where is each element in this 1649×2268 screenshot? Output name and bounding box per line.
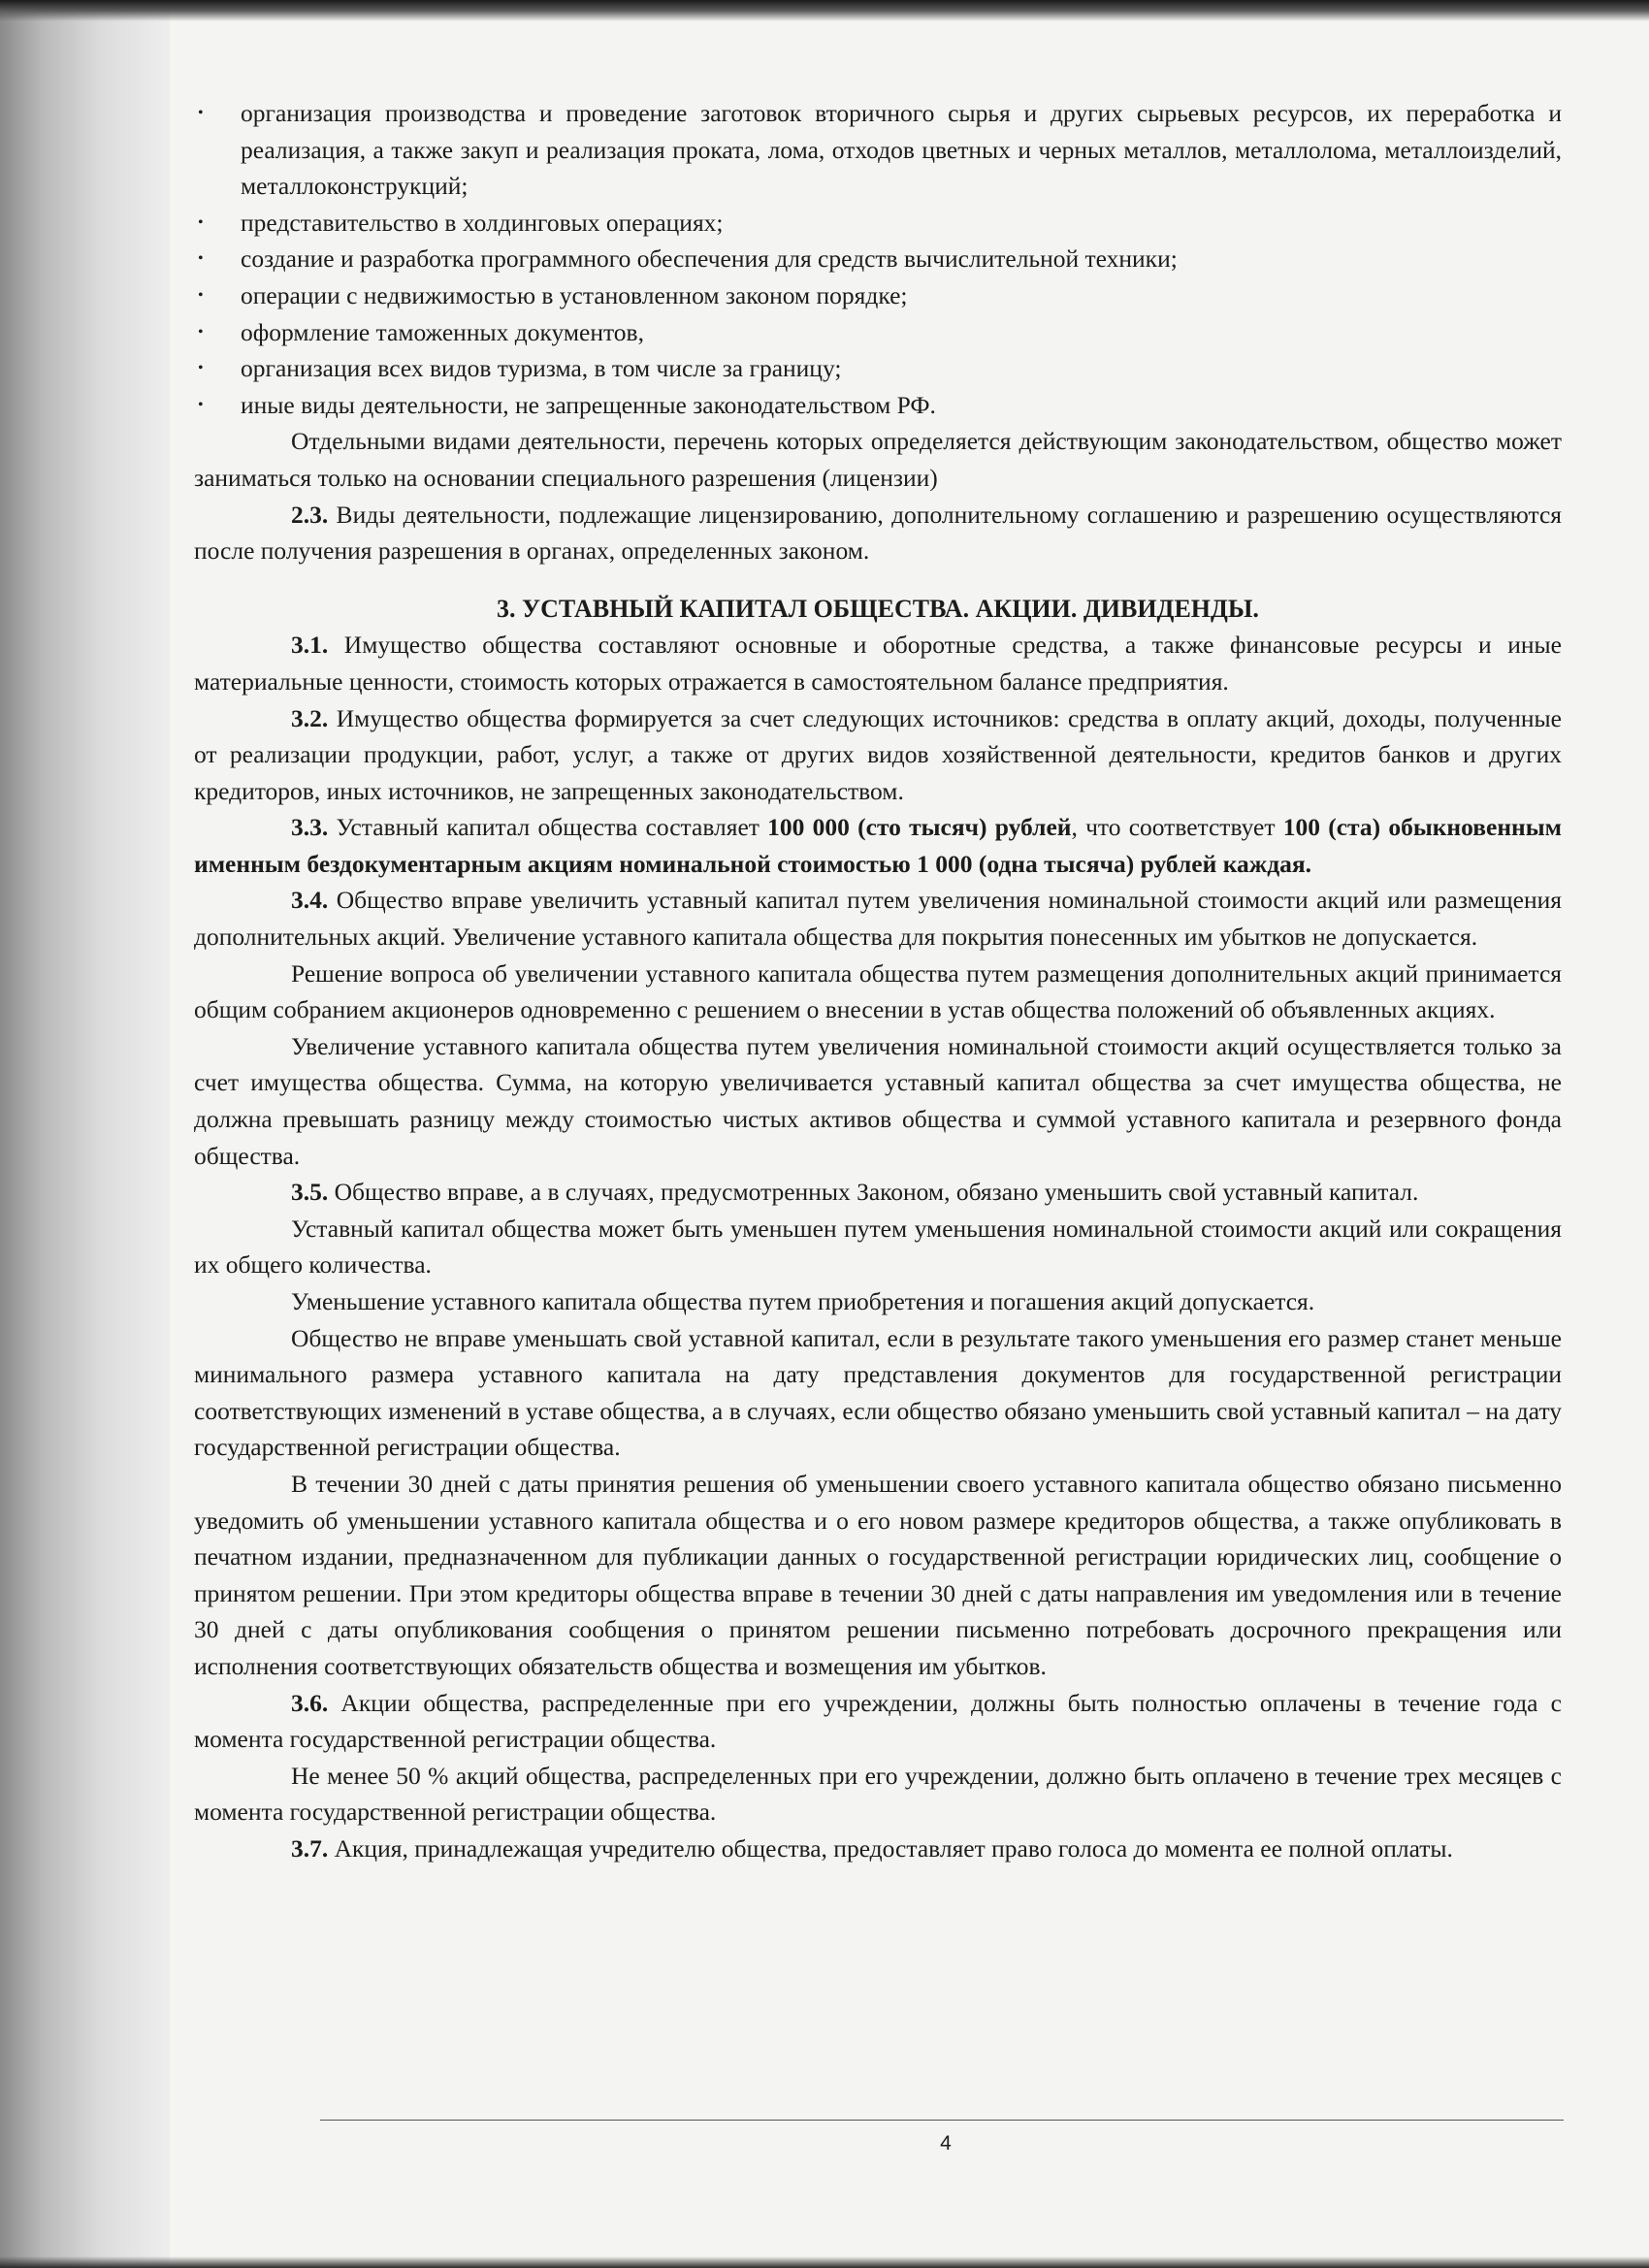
list-item [194, 277, 1562, 314]
clause-text: Общество вправе, а в случаях, предусмотренных Законом, обязано уменьшить свой уставный капитал. [328, 1178, 1419, 1207]
clause-number: 3.3. [291, 813, 329, 842]
paragraph-3-5d: Общество не вправе уменьшать свой уставной капитал, если в результате такого уменьшения его размер станет меньше минимального размера уставного капитала на дату представления документов для государственной регистрации соответствующих изменений в уставе общества, а в случаях, если общество обязано уменьшить свой уставный капитал – на дату государственной регистрации общества. [194, 1323, 1562, 1462]
bullet-icon: • [198, 360, 204, 377]
clause-number: 3.5. [291, 1178, 329, 1207]
document-page [194, 95, 1562, 1867]
clause-text: Акции общества, распределенные при его учреждении, должны быть полностью оплачены в течение года с момента государственной регистрации общества. [194, 1688, 1562, 1754]
paragraph-3-5c: Уменьшение уставного капитала общества путем приобретения и погашения акций допускается. [291, 1287, 1315, 1315]
paragraph-3-5 [194, 1174, 1562, 1211]
clause-text: Акция, принадлежащая учредителю общества, предоставляет право голоса до момента ее полной оплаты. [328, 1833, 1453, 1863]
clause-text: Общество вправе увеличить уставный капитал путем увеличения номинальной стоимости акций или размещения дополнительных акций. Увеличение уставного капитала общества для покрытия понесенных им убытков не допускается. [194, 886, 1562, 952]
paragraph-3-1 [194, 627, 1562, 699]
section-heading: 3. УСТАВНЫЙ КАПИТАЛ ОБЩЕСТВА. АКЦИИ. ДИВИДЕНДЫ. [497, 594, 1259, 623]
paragraph-license: Отдельными видами деятельности, перечень которых определяется действующим законодательством, общество может заниматься только на основании специального разрешения (лицензии) [194, 427, 1562, 492]
bullet-icon: • [198, 105, 204, 121]
clause-number: 2.3. [291, 500, 329, 529]
paragraph-3-4 [194, 882, 1562, 955]
list-item-text: операции с недвижимостью в установленном законом порядке; [241, 280, 908, 309]
bullet-icon: • [198, 213, 204, 231]
page-number: 4 [940, 2132, 952, 2155]
clause-text: Уставный капитал общества составляет [328, 813, 768, 842]
clause-text: , что соответствует [1071, 813, 1283, 842]
clause-number: 3.4. [291, 886, 329, 915]
paragraph-3-3 [194, 809, 1562, 882]
list-item-text: организация производства и проведение заготовок вторичного сырья и других сырьевых ресурсов, их переработка и реализация, а также закуп и реализация проката, лома, отходов цветных и черных металлов, металлолома, металлоизделий, металлоконструкций; [241, 99, 1562, 201]
clause-number: 3.7. [291, 1833, 329, 1863]
clause-number: 3.6. [291, 1688, 329, 1717]
paragraph-3-4b: Решение вопроса об увеличении уставного капитала общества путем размещения дополнительных акций принимается общим собранием акционеров одновременно с решением о внесении в устав общества положений об объявленных акциях. [194, 958, 1562, 1024]
activity-list [194, 95, 1562, 423]
clause-text: Виды деятельности, подлежащие лицензированию, дополнительному соглашению и разрешению осуществляются после получения разрешения в органах, определенных законом. [194, 500, 1562, 566]
bullet-icon: • [198, 286, 204, 304]
list-item-text: организация всех видов туризма, в том числе за границу; [241, 354, 842, 383]
paragraph-3-7 [194, 1831, 1562, 1867]
list-item-text: иные виды деятельности, не запрещенные законодательством РФ. [241, 390, 936, 419]
paragraph-3-5b: Уставный капитал общества может быть уменьшен путем уменьшения номинальной стоимости акций или сокращения их общего количества. [194, 1214, 1562, 1280]
list-item [194, 387, 1562, 424]
footer-divider [320, 2120, 1564, 2121]
share-description: 100 (ста) обыкновенным именным бездокументарным акциям номинальной стоимостью 1 000 (одна тысяча) рублей каждая. [194, 813, 1562, 878]
paragraph-3-2 [194, 700, 1562, 810]
list-item [194, 350, 1562, 387]
clause-number: 3.2. [291, 703, 329, 732]
paragraph-3-6b: Не менее 50 % акций общества, распределенных при его учреждении, должно быть оплачено в течение трех месяцев с момента государственной регистрации общества. [194, 1761, 1562, 1827]
bullet-icon: • [198, 250, 204, 268]
list-item [194, 314, 1562, 351]
paragraph-3-5e: В течении 30 дней с даты принятия решения об уменьшении своего уставного капитала общество обязано письменно уведомить об уменьшении уставного капитала общества и о его новом размере кредиторов общества, а также опубликовать в печатном издании, предназначенном для публикации данных о государственной регистрации юридических лиц, сообщение о принятом решении. При этом кредиторы общества вправе в течении 30 дней с даты направления им уведомления или в течение 30 дней с даты опубликования сообщения о принятом решении письменно потребовать досрочного прекращения или исполнения соответствующих обязательств общества и возмещения им убытков. [194, 1469, 1562, 1680]
list-item-text: создание и разработка программного обеспечения для средств вычислительной техники; [241, 244, 1178, 274]
list-item-text: оформление таможенных документов, [241, 317, 644, 346]
scan-shadow-top [0, 0, 1649, 21]
clause-number: 3.1. [291, 631, 329, 660]
paragraph-2-3 [194, 497, 1562, 569]
bullet-icon: • [198, 323, 204, 340]
paragraph-3-4c: Увеличение уставного капитала общества путем увеличения номинальной стоимости акций осуществляется только за счет имущества общества. Сумма, на которую увеличивается уставный капитал общества за счет имущества общества, не должна превышать разницу между стоимостью чистых активов общества и суммой уставного капитала и резервного фонда общества. [194, 1031, 1562, 1170]
clause-text: Имущество общества формируется за счет следующих источников: средства в оплату акций, доходы, полученные от реализации продукции, работ, услуг, а также от других видов хозяйственной деятельности, кредитов банков и других кредиторов, иных источников, не запрещенных законодательством. [194, 703, 1562, 805]
list-item [194, 95, 1562, 205]
bullet-icon: • [198, 396, 204, 413]
list-item [194, 205, 1562, 242]
list-item-text: представительство в холдинговых операциях; [241, 208, 724, 237]
paragraph-3-6 [194, 1685, 1562, 1758]
scan-shadow-bottom [0, 2256, 1649, 2268]
capital-amount: 100 000 (сто тысяч) рублей [767, 813, 1072, 842]
list-item [194, 241, 1562, 277]
clause-text: Имущество общества составляют основные и оборотные средства, а также финансовые ресурсы и иные материальные ценности, стоимость которых отражается в самостоятельном балансе предприятия. [194, 631, 1562, 696]
scan-shadow-left [0, 0, 170, 2268]
